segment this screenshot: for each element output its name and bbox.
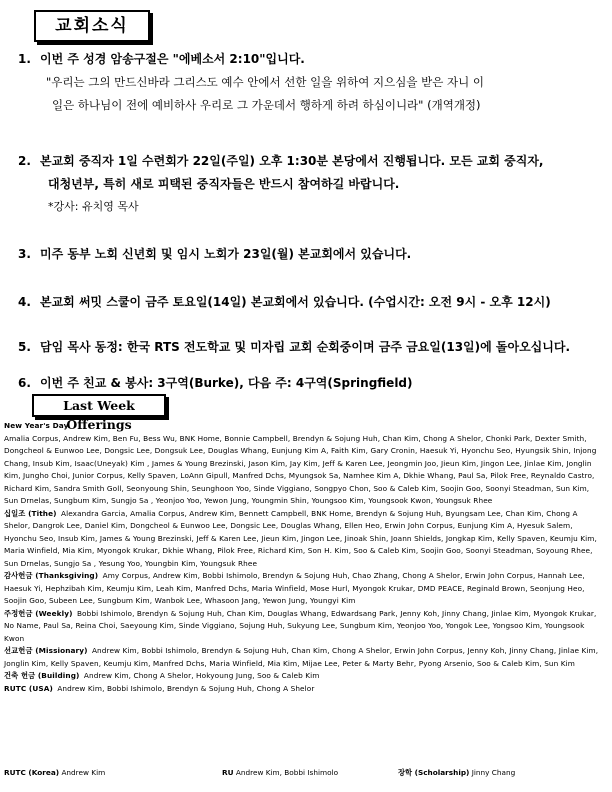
item-number: 4. <box>18 295 31 309</box>
offering-category: RUTC (USA) <box>4 683 53 693</box>
offering-category: 주정헌금 (Weekly) <box>4 608 73 618</box>
item-text: 본교회 써밋 스쿨이 금주 토요일(14일) 본교회에서 있습니다. (수업시간: 오전 9시 - 오후 12시) <box>40 295 551 309</box>
news-item-6 <box>18 374 413 391</box>
item-text: 미주 동부 노회 신년회 및 임시 노회가 23일(월) 본교회에서 있습니다. <box>40 247 412 261</box>
news-item-2 <box>18 152 543 169</box>
offering-names: Andrew Kim <box>61 768 106 777</box>
news-item-4 <box>18 293 551 310</box>
offering-names: Bobbi Ishimolo, Brendyn & Sojung Huh, Chan Kim, Douglas Whang, Edwardsang Park, Jenny Koh, Jinny Chang, Jinlae Kim, Myongok Krukar, No Name, Paul Sa, Reina Choi, Saeyoung Kim, Sinde Viggiano, Sojung Huh, Sukyung Lee, Sungbum Kim, Yeonjoo Yoo, Yongok Lee, Yongsoo Kim, Youngsook Kwon <box>4 608 597 643</box>
offering-names: Andrew Kim, Bobbi Ishimolo, Brendyn & Sojung Huh, Chan Kim, Chong A Shelor, Erwin John Corpus, Jenny Koh, Jinny Chang, Jinlae Kim, Jonglin Kim, Kelly Spaven, Keumju Kim, Manfred Dchs, Maria Winfield, Mia Kim, Mijae Lee, Peter & Marty Behr, Pyong Arsenio, Soo & Caleb Kim, Sun Kim <box>4 646 599 668</box>
offering-group <box>4 645 602 670</box>
offering-group <box>4 767 105 779</box>
offering-category: 선교헌금 (Missionary) <box>4 646 88 655</box>
offering-names: Amy Corpus, Andrew Kim, Bobbi Ishimolo, Brendyn & Sojung Huh, Chao Zhang, Chong A Shelor, Erwin John Corpus, Hannah Lee, Haesuk Yi, Hephzibah Kim, Keumju Kim, Leah Kim, Manfred Dchs, Maria Winfield, Mose Hurl, Myongok Krukar, DMD PEACE, Reginald Brown, Seonjung Heo, Soojin Goo, Subeen Lee, Sungbum Kim, Wanbok Lee, Whasoon Jang, Yewon Jung, Youngyi Kim <box>4 571 585 605</box>
offering-category: 장학 (Scholarship) <box>398 768 470 777</box>
news-item-5 <box>18 338 570 355</box>
offering-category: 건축 헌금 (Building) <box>4 671 80 680</box>
offering-category: 십일조 (Tithe) <box>4 508 57 518</box>
offering-group <box>4 670 602 683</box>
speaker-note: *강사: 유치영 목사 <box>48 200 139 213</box>
offering-category: RU <box>222 768 234 777</box>
item-text: 이번 주 성경 암송구절은 "에베소서 2:10"입니다. <box>40 52 305 66</box>
offering-names: Andrew Kim, Bobbi Ishimolo, Brendyn & Sojung Huh, Chong A Shelor <box>57 683 315 693</box>
offering-category: RUTC (Korea) <box>4 768 60 777</box>
new-year-label: New Year's Day <box>4 421 69 430</box>
news-item-1 <box>18 50 305 67</box>
offering-group <box>4 508 602 571</box>
item-number: 5. <box>18 340 31 354</box>
item-text: 이번 주 친교 & 봉사: 3구역(Burke), 다음 주: 4구역(Springfield) <box>40 376 413 390</box>
offering-names: Andrew Kim, Chong A Shelor, Hokyoung Jung, Soo & Caleb Kim <box>83 671 320 680</box>
offering-names: Jinny Chang <box>471 768 516 777</box>
offerings-title: Last Week Offerings <box>32 394 166 417</box>
news-item-3 <box>18 245 411 262</box>
offering-names: Alexandra Garcia, Amalia Corpus, Andrew Kim, Bennett Campbell, BNK Home, Brendyn & Sojung Huh, Byungsam Lee, Chan Kim, Chong A Shelor, Dangrok Lee, Daniel Kim, Dongcheol & Eunwoo Lee, Dongsic Lee, Douglas Whang, Ellen Heo, Erwin John Corpus, Eunjung Kim A, Hyesuk Salem, Hyonchu Seo, Insub Kim, James & Young Brezinski, Jeff & Karen Lee, Jieun Kim, Jingon Lee, Jinoak Shin, Joann Shields, Jongkap Kim, Kelly Spaven, Keumju Kim, Maria Winfield, Mia Kim, Myongok Krukar, Dkhie Whang, Pilok Free, Richard Kim, Son H. Kim, Soo & Caleb Kim, Soojin Goo, Soonyi Steadman, Soyoung Rhee, Sun Drnelas, Sungjo Sa , Yesung Yoo, Youngbin Kim, Youngsuk Rhee <box>4 508 597 568</box>
item-number: 3. <box>18 247 31 261</box>
item-number: 1. <box>18 52 31 66</box>
offering-group <box>398 767 515 779</box>
offering-group <box>4 570 602 608</box>
offerings-list <box>4 420 602 695</box>
new-year-names: Amalia Corpus, Andrew Kim, Ben Fu, Bess Wu, BNK Home, Bonnie Campbell, Brendyn & Sojung Huh, Chan Kim, Chong A Shelor, Chonki Park, Dexter Smith, Dongcheol & Eunwoo Lee, Dongsic Lee, Dongsuk Lee, Douglas Whang, Eunjung Kim A, Faith Kim, Gary Cronin, Haesuk Yi, Hyonchu Seo, Hyungsik Shin, Injong Chang, Insub Kim, Isaac(Uneyak) Kim , James & Young Brezinski, Jason Kim, Jay Kim, Jeff & Karen Lee, Jeongmin Joo, Jieun Kim, Jingon Lee, Jinlae Kim, Jonglin Kim, Jungho Choi, Junior Corpus, Kelly Spaven, LoAnn Gipull, Manfred Dchs, Myungsok Sa, Namhee Kim A, Dkhie Whang, Paul Sa, Pilok Free, Reynaldo Castro, Richard Kim, Sandra Smith Goll, Seonyoung Shin, Seunghoon Yoo, Sinde Viggiano, Songpyo Chon, Soo & Caleb Kim, Soojin Goo, Soonyi Steadman, Sun Kim, Sun Drnelas, Sungbum Kim, Sungjo Sa , Yeonjoo Yoo, Yewon Jung, Youngmin Shin, Youngsoo Kim, Youngsook Kwon, Youngsuk Rhee <box>4 433 597 505</box>
verse-line-2: 일은 하나님이 전에 예비하사 우리로 그 가운데서 행하게 하려 하심이니라" (개역개정) <box>52 98 481 112</box>
news-item-2-line-2: 대청년부, 특히 새로 피택된 중직자들은 반드시 참여하길 바랍니다. <box>48 177 400 191</box>
item-text: 담임 목사 동정: 한국 RTS 전도학교 및 미자립 교회 순회중이며 금주 금요일(13일)에 돌아오십니다. <box>40 340 571 354</box>
offering-category: 감사헌금 (Thanksgiving) <box>4 571 99 580</box>
page-title: 교회소식 <box>34 10 150 42</box>
verse-line-1: "우리는 그의 만드신바라 그리스도 예수 안에서 선한 일을 위하여 지으심을 받은 자니 이 <box>46 75 484 89</box>
offering-group <box>4 608 602 646</box>
offering-group <box>222 767 338 779</box>
item-text: 본교회 중직자 1일 수련회가 22일(주일) 오후 1:30분 본당에서 진행됩니다. 모든 교회 중직자, <box>40 154 544 168</box>
offering-group <box>4 683 602 696</box>
item-number: 6. <box>18 376 31 390</box>
item-number: 2. <box>18 154 31 168</box>
offering-names: Andrew Kim, Bobbi Ishimolo <box>235 768 339 777</box>
